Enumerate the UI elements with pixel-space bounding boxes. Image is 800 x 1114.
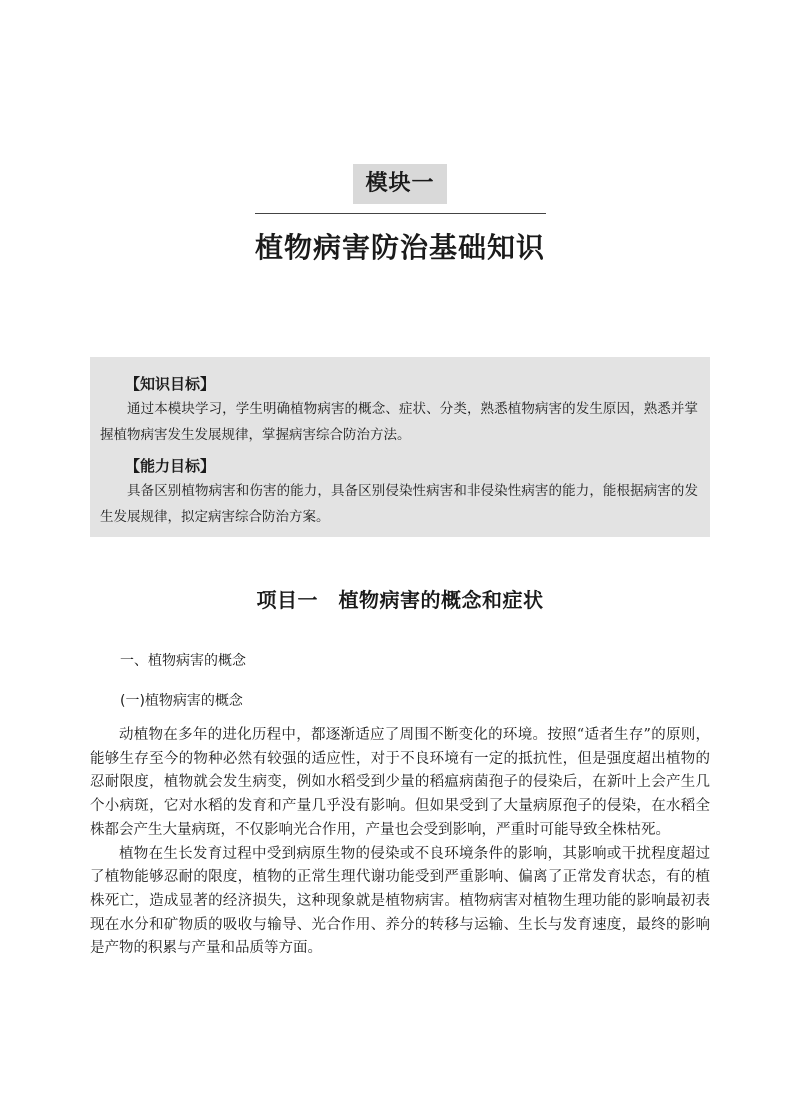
body-text [90,724,710,961]
subsection-heading: (一)植物病害的概念 [120,693,243,709]
project-title: 项目一 植物病害的概念和症状 [256,588,544,612]
module-title: 植物病害防治基础知识 [254,231,545,264]
knowledge-objective-heading: 【知识目标】 [125,375,216,393]
ability-objective-text: 具备区别植物病害和伤害的能力，具备区别侵染性病害和非侵染性病害的能力，能根据病害的发生发展规律，拟定病害综合防治方案。 [100,483,698,525]
module-label: 模块一 [353,164,447,204]
knowledge-objective-text: 通过本模块学习，学生明确植物病害的概念、症状、分类，熟悉植物病害的发生原因，熟悉并掌握植物病害发生发展规律，掌握病害综合防治方法。 [100,401,698,443]
ability-objective-heading: 【能力目标】 [125,457,216,475]
title-divider [255,213,546,214]
section-heading: 一、植物病害的概念 [120,653,246,669]
body-paragraph: 动植物在多年的进化历程中，都逐渐适应了周围不断变化的环境。按照“适者生存”的原则，能够生存至今的物种必然有较强的适应性，对于不良环境有一定的抵抗性，但是强度超出植物的忍耐限度，植物就会发生病变，例如水稻受到少量的稻瘟病菌孢子的侵染后，在新叶上会产生几个小病斑，它对水稻的发育和产量几乎没有影响。但如果受到了大量病原孢子的侵染，在水稻全株都会产生大量病斑，不仅影响光合作用，产量也会受到影响，严重时可能导致全株枯死。 [90,727,710,838]
objectives-box [90,357,710,537]
body-paragraph: 植物在生长发育过程中受到病原生物的侵染或不良环境条件的影响，其影响或干扰程度超过了植物能够忍耐的限度，植物的正常生理代谢功能受到严重影响、偏离了正常发育状态，有的植株死亡，造成显著的经济损失，这种现象就是植物病害。植物病害对植物生理功能的影响最初表现在水分和矿物质的吸收与输导、光合作用、养分的转移与运输、生长与发育速度，最终的影响是产物的积累与产量和品质等方面。 [90,845,710,957]
